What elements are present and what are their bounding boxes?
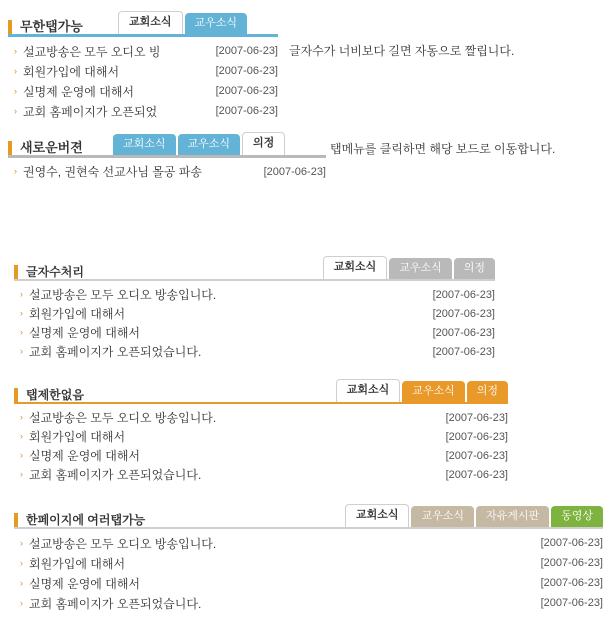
list-item[interactable] bbox=[14, 593, 603, 613]
bullet-icon: › bbox=[20, 431, 23, 441]
widget-titlebar bbox=[8, 8, 278, 34]
list-item[interactable] bbox=[8, 101, 278, 121]
tab-list bbox=[323, 256, 495, 279]
list-item[interactable] bbox=[14, 465, 508, 484]
post-title[interactable]: 교회 홈페이지가 오픈되었습니다. bbox=[29, 468, 202, 482]
post-date: [2007-06-23] bbox=[215, 85, 278, 97]
post-date: [2007-06-23] bbox=[540, 537, 603, 549]
list-item[interactable] bbox=[8, 162, 326, 181]
page-title: 탭제한없음 bbox=[14, 388, 84, 402]
tab-freeboard[interactable]: 자유게시판 bbox=[476, 506, 549, 527]
tab-list bbox=[118, 11, 247, 34]
bullet-icon: › bbox=[20, 346, 23, 356]
widget-titlebar bbox=[14, 378, 508, 402]
page-title: 글자수처리 bbox=[14, 265, 84, 279]
post-title[interactable]: 설교방송은 모두 오디오 방송입니다. bbox=[29, 288, 217, 302]
post-list bbox=[14, 408, 508, 484]
widget-titlebar bbox=[14, 255, 495, 279]
post-list bbox=[14, 533, 603, 613]
post-title[interactable]: 교회 홈페이지가 오픈되었 bbox=[23, 104, 158, 119]
post-date: [2007-06-23] bbox=[445, 411, 508, 424]
bullet-icon: › bbox=[20, 537, 23, 548]
bullet-icon: › bbox=[14, 65, 17, 76]
list-item[interactable] bbox=[14, 285, 495, 304]
list-item[interactable] bbox=[14, 427, 508, 446]
bullet-icon: › bbox=[20, 557, 23, 568]
post-date: [2007-06-23] bbox=[540, 577, 603, 589]
tab-churchnews[interactable]: 교회소식 bbox=[118, 11, 183, 34]
post-date: [2007-06-23] bbox=[445, 468, 508, 481]
post-title[interactable]: 회원가입에 대해서 bbox=[23, 64, 120, 79]
post-date: [2007-06-23] bbox=[432, 288, 495, 301]
post-title[interactable]: 실명제 운영에 대해서 bbox=[29, 449, 140, 463]
widget-titlebar bbox=[14, 503, 603, 527]
tab-uijeong[interactable]: 의정 bbox=[242, 132, 285, 155]
list-item[interactable] bbox=[14, 323, 495, 342]
tab-underline bbox=[8, 155, 326, 158]
board-widget bbox=[8, 8, 278, 121]
tab-membernews[interactable]: 교우소식 bbox=[411, 506, 474, 527]
list-item[interactable] bbox=[14, 553, 603, 573]
bullet-icon: › bbox=[20, 327, 23, 337]
post-date: [2007-06-23] bbox=[263, 165, 326, 178]
page-title: 한페이지에 여러탭가능 bbox=[14, 513, 145, 527]
list-item[interactable] bbox=[14, 342, 495, 361]
bullet-icon: › bbox=[14, 105, 17, 116]
post-title[interactable]: 회원가입에 대해서 bbox=[29, 556, 126, 571]
bullet-icon: › bbox=[20, 308, 23, 318]
post-date: [2007-06-23] bbox=[432, 326, 495, 339]
list-item[interactable] bbox=[14, 446, 508, 465]
tab-churchnews[interactable]: 교회소식 bbox=[113, 134, 176, 155]
bullet-icon: › bbox=[20, 450, 23, 460]
board-widget bbox=[14, 378, 508, 484]
page-title: 새로운버젼 bbox=[8, 141, 83, 155]
post-list bbox=[8, 41, 278, 121]
post-date: [2007-06-23] bbox=[540, 557, 603, 569]
note-text: 글자수가 너비보다 길면 자동으로 짤립니다. bbox=[289, 44, 515, 58]
tab-membernews[interactable]: 교우소식 bbox=[402, 381, 465, 402]
tab-list bbox=[336, 379, 508, 402]
tab-membernews[interactable]: 교우소식 bbox=[389, 258, 452, 279]
tab-underline bbox=[14, 279, 495, 281]
post-title[interactable]: 설교방송은 모두 오디오 방송입니다. bbox=[29, 411, 217, 425]
post-list bbox=[8, 162, 326, 181]
board-widget bbox=[14, 255, 495, 361]
tab-uijeong[interactable]: 의정 bbox=[454, 258, 495, 279]
post-date: [2007-06-23] bbox=[432, 307, 495, 320]
list-item[interactable] bbox=[14, 533, 603, 553]
tab-list bbox=[345, 504, 603, 527]
post-date: [2007-06-23] bbox=[540, 597, 603, 609]
list-item[interactable] bbox=[14, 304, 495, 323]
bullet-icon: › bbox=[14, 45, 17, 56]
list-item[interactable] bbox=[14, 573, 603, 593]
list-item[interactable] bbox=[14, 408, 508, 427]
post-title[interactable]: 설교방송은 모두 오디오 방송입니다. bbox=[29, 536, 217, 551]
post-title[interactable]: 실명제 운영에 대해서 bbox=[23, 84, 134, 99]
tab-video[interactable]: 동영상 bbox=[551, 506, 603, 527]
post-date: [2007-06-23] bbox=[432, 345, 495, 358]
tab-uijeong[interactable]: 의정 bbox=[467, 381, 508, 402]
tab-churchnews[interactable]: 교회소식 bbox=[323, 256, 388, 279]
bullet-icon: › bbox=[20, 412, 23, 422]
post-title[interactable]: 설교방송은 모두 오디오 빙 bbox=[23, 44, 161, 59]
tab-churchnews[interactable]: 교회소식 bbox=[336, 379, 401, 402]
tab-membernews[interactable]: 교우소식 bbox=[185, 13, 248, 34]
post-title[interactable]: 실명제 운영에 대해서 bbox=[29, 326, 140, 340]
post-title[interactable]: 교회 홈페이지가 오픈되었습니다. bbox=[29, 596, 202, 611]
tab-underline bbox=[8, 34, 278, 37]
post-list bbox=[14, 285, 495, 361]
post-title[interactable]: 권영수, 권현숙 선교사님 몰공 파송 bbox=[23, 165, 202, 179]
bullet-icon: › bbox=[20, 577, 23, 588]
post-title[interactable]: 실명제 운영에 대해서 bbox=[29, 576, 140, 591]
board-widget bbox=[14, 503, 603, 613]
post-date: [2007-06-23] bbox=[215, 45, 278, 57]
bullet-icon: › bbox=[14, 166, 17, 176]
post-title[interactable]: 교회 홈페이지가 오픈되었습니다. bbox=[29, 345, 202, 359]
tab-churchnews[interactable]: 교회소식 bbox=[345, 504, 410, 527]
post-date: [2007-06-23] bbox=[445, 430, 508, 443]
post-date: [2007-06-23] bbox=[445, 449, 508, 462]
bullet-icon: › bbox=[20, 469, 23, 479]
board-widget bbox=[8, 131, 326, 181]
widget-titlebar bbox=[8, 131, 326, 155]
list-item[interactable] bbox=[8, 81, 278, 101]
page-title: 무한탭가능 bbox=[8, 20, 83, 34]
tab-list bbox=[113, 132, 285, 155]
bullet-icon: › bbox=[20, 289, 23, 299]
tab-underline bbox=[14, 527, 603, 529]
post-title[interactable]: 회원가입에 대해서 bbox=[29, 430, 126, 444]
bullet-icon: › bbox=[20, 597, 23, 608]
list-item[interactable] bbox=[8, 61, 278, 81]
post-title[interactable]: 회원가입에 대해서 bbox=[29, 307, 126, 321]
note-text: 탭메뉴를 클릭하면 해당 보드로 이동합니다. bbox=[330, 142, 556, 156]
tab-underline bbox=[14, 402, 508, 404]
list-item[interactable] bbox=[8, 41, 278, 61]
tab-membernews[interactable]: 교우소식 bbox=[178, 134, 241, 155]
bullet-icon: › bbox=[14, 85, 17, 96]
post-date: [2007-06-23] bbox=[215, 105, 278, 117]
post-date: [2007-06-23] bbox=[215, 65, 278, 77]
